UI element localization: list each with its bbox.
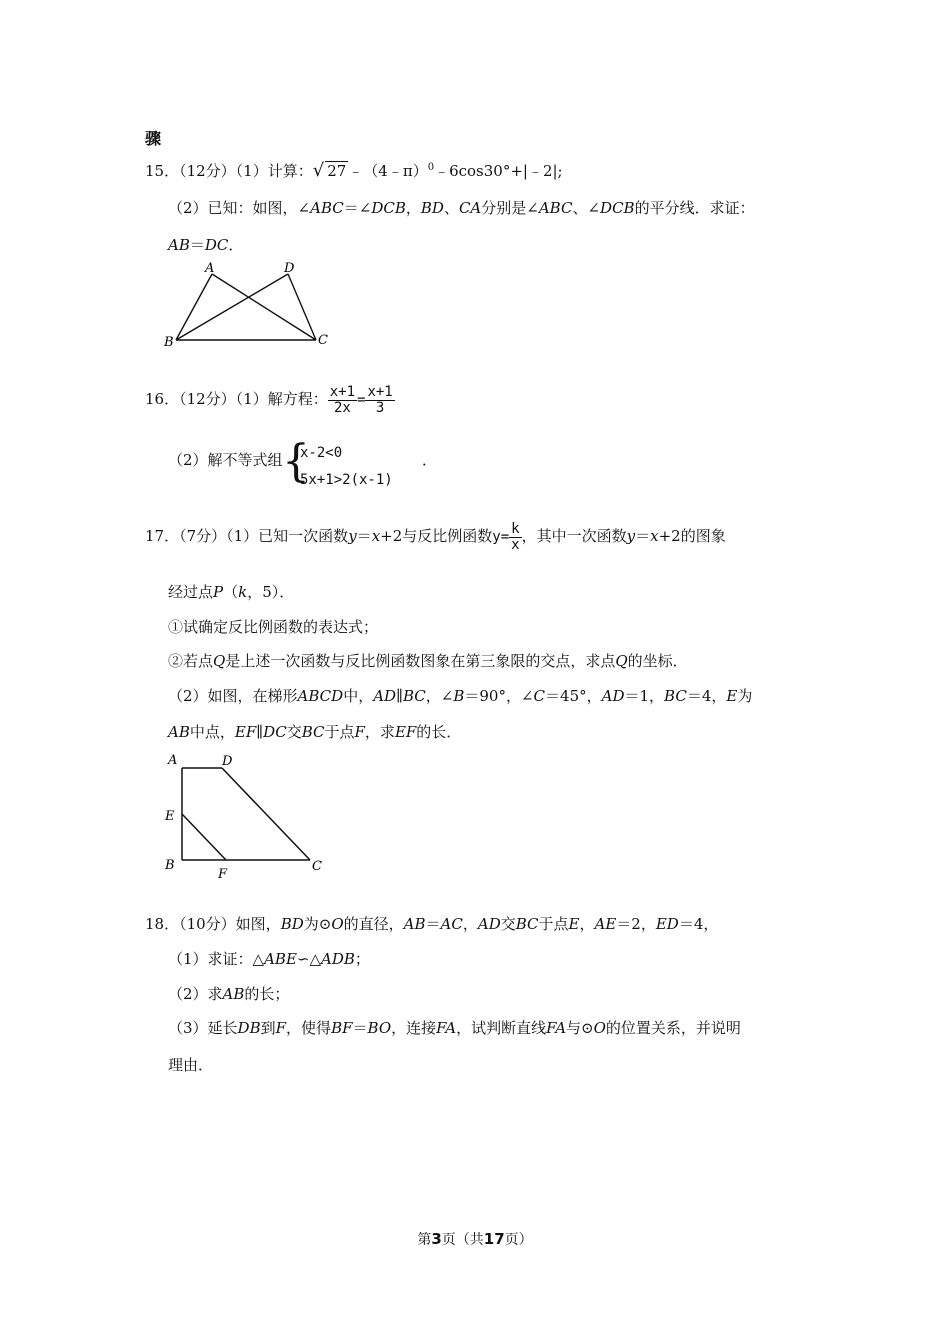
q15-line2 bbox=[168, 197, 755, 218]
t: x bbox=[371, 527, 381, 545]
header-char: 骤 bbox=[145, 129, 162, 148]
label-b: B bbox=[164, 335, 174, 350]
t: AC bbox=[440, 915, 463, 933]
t: ＝90°，∠ bbox=[464, 687, 534, 705]
t: AD bbox=[601, 687, 625, 705]
q17-label: 17．（7分）（1）已知一次函数 bbox=[145, 527, 349, 545]
t: ＝ bbox=[425, 915, 441, 933]
t: （2）如图，在梯形 bbox=[168, 687, 298, 705]
t: BC bbox=[515, 915, 539, 933]
q15-line3 bbox=[168, 234, 243, 255]
q15-label: 15．（12分）（1）计算： bbox=[145, 162, 313, 180]
t: ＝ bbox=[352, 1019, 368, 1037]
segment-dc bbox=[288, 274, 316, 340]
segment-dc bbox=[222, 768, 310, 860]
t: ②若点 bbox=[168, 652, 214, 670]
t: ＝1， bbox=[624, 687, 665, 705]
t: ，5）． bbox=[247, 583, 295, 601]
q18-sub3 bbox=[168, 1017, 741, 1038]
t: AD bbox=[373, 687, 397, 705]
label-d: D bbox=[284, 261, 295, 276]
t: ＝ bbox=[189, 236, 205, 254]
t: ABC bbox=[538, 199, 573, 217]
t: y bbox=[626, 527, 636, 545]
t: k bbox=[511, 520, 520, 537]
t: k bbox=[238, 583, 248, 601]
t: AB bbox=[168, 723, 190, 741]
t: ． bbox=[228, 236, 244, 254]
label-a: A bbox=[168, 753, 178, 768]
t: （2）已知：如图，∠ bbox=[168, 199, 311, 217]
t: AB bbox=[168, 236, 190, 254]
t: 3 bbox=[375, 399, 385, 416]
t: O bbox=[331, 915, 344, 933]
t: P bbox=[213, 583, 224, 601]
t: x bbox=[650, 527, 659, 545]
q16-line1 bbox=[145, 379, 395, 420]
q17-part2-line2 bbox=[168, 721, 461, 742]
q16-period: ． bbox=[422, 451, 438, 469]
t: ，其中一次函数 bbox=[521, 527, 627, 545]
t: ； bbox=[354, 950, 370, 968]
page-footer bbox=[0, 1229, 950, 1249]
t: 的坐标． bbox=[627, 652, 688, 670]
t: x+1 bbox=[329, 383, 356, 400]
t: DCB bbox=[600, 199, 635, 217]
t: AB bbox=[222, 985, 245, 1003]
t: ＝45°， bbox=[545, 687, 602, 705]
q17-sub1: ①试确定反比例函数的表达式； bbox=[168, 618, 379, 636]
inequality-2: 5x+1>2(x-1) bbox=[300, 472, 393, 488]
q18-line1 bbox=[145, 913, 718, 934]
segment-ef bbox=[182, 814, 226, 860]
t: O bbox=[593, 1019, 606, 1037]
t: AD bbox=[477, 915, 501, 933]
t: E bbox=[726, 687, 738, 705]
t: ， bbox=[405, 199, 421, 217]
t: BC bbox=[664, 687, 687, 705]
t: 的平分线．求证： bbox=[634, 199, 755, 217]
t: ABCD bbox=[297, 687, 344, 705]
label-e: E bbox=[165, 809, 175, 824]
t: = bbox=[357, 392, 366, 408]
sqrt-sign: √ bbox=[312, 160, 325, 181]
t: AB bbox=[403, 915, 426, 933]
t: Q bbox=[213, 652, 226, 670]
t: DB bbox=[237, 1019, 261, 1037]
inequality-1: x-2<0 bbox=[300, 445, 343, 461]
t: x+1 bbox=[367, 383, 393, 400]
q17-part2-line1 bbox=[168, 685, 752, 706]
fraction-1 bbox=[328, 385, 357, 415]
t: E bbox=[568, 915, 580, 933]
t: （1）求证：△ bbox=[168, 950, 265, 968]
sqrt-arg: 27 bbox=[327, 162, 347, 180]
q18-label: 18．（10分）如图， bbox=[145, 915, 281, 933]
t: EF bbox=[394, 723, 417, 741]
t: DC bbox=[204, 236, 229, 254]
t: ，试判断直线 bbox=[456, 1019, 547, 1037]
t: ， bbox=[579, 915, 595, 933]
label-d: D bbox=[222, 754, 233, 769]
t: FA bbox=[546, 1019, 567, 1037]
label-f: F bbox=[218, 867, 228, 882]
t: 第 bbox=[417, 1232, 432, 1248]
label-a: A bbox=[205, 261, 215, 276]
calc-rest: ﹣（4﹣π） bbox=[348, 162, 428, 180]
q16-label: 16．（12分）（1）解方程： bbox=[145, 390, 328, 408]
label-b: B bbox=[165, 858, 175, 873]
t: 为 bbox=[737, 687, 753, 705]
t: 中点， bbox=[189, 723, 235, 741]
label-c: C bbox=[318, 333, 328, 348]
t: BC bbox=[403, 687, 426, 705]
q17-sub2 bbox=[168, 650, 688, 671]
t: 交 bbox=[286, 723, 302, 741]
t: = bbox=[500, 529, 510, 545]
segment-ac bbox=[212, 274, 316, 340]
t: ∽△ bbox=[296, 950, 322, 968]
total-pages: 17 bbox=[483, 1230, 505, 1248]
t: ∥ bbox=[396, 687, 403, 705]
t: ＝4， bbox=[678, 915, 719, 933]
t: 与⊙ bbox=[566, 1019, 594, 1037]
q15-figure bbox=[160, 258, 340, 350]
t: y bbox=[492, 529, 501, 545]
t: ，使得 bbox=[286, 1019, 332, 1037]
t: （ bbox=[223, 583, 239, 601]
t: 分别是∠ bbox=[481, 199, 539, 217]
t: ＝ bbox=[635, 527, 651, 545]
t: ABE bbox=[264, 950, 297, 968]
t: FA bbox=[436, 1019, 457, 1037]
t: ， bbox=[462, 915, 478, 933]
t: ADB bbox=[321, 950, 355, 968]
t: DCB bbox=[371, 199, 406, 217]
t: AE bbox=[594, 915, 617, 933]
t: BC bbox=[301, 723, 325, 741]
t: BO bbox=[367, 1019, 392, 1037]
t: ，求 bbox=[364, 723, 395, 741]
t: 是上述一次函数与反比例函数图象在第三象限的交点，求点 bbox=[225, 652, 616, 670]
t: 、∠ bbox=[572, 199, 601, 217]
t: C bbox=[533, 687, 546, 705]
q17-line1 bbox=[145, 518, 726, 555]
page-number: 3 bbox=[431, 1230, 442, 1248]
t: x bbox=[511, 536, 520, 553]
t: 的长； bbox=[244, 985, 290, 1003]
t: B bbox=[453, 687, 465, 705]
t: ABC bbox=[310, 199, 344, 217]
t: ＝4， bbox=[686, 687, 727, 705]
q18-sub4: 理由． bbox=[168, 1056, 214, 1074]
t: 于点 bbox=[324, 723, 355, 741]
t: BF bbox=[331, 1019, 353, 1037]
q16-part2: （2）解不等式组 bbox=[168, 451, 283, 469]
t: CA bbox=[458, 199, 482, 217]
t: ED bbox=[655, 915, 679, 933]
t: （2）求 bbox=[168, 985, 223, 1003]
t: ＝∠ bbox=[343, 199, 372, 217]
t: +2的图象 bbox=[658, 527, 726, 545]
t: （3）延长 bbox=[168, 1019, 238, 1037]
t: 于点 bbox=[538, 915, 569, 933]
t: ＝2， bbox=[616, 915, 656, 933]
q17-figure bbox=[160, 748, 335, 882]
t: F bbox=[275, 1019, 287, 1037]
q17-line2 bbox=[168, 581, 294, 602]
t: 页（共 bbox=[441, 1232, 484, 1248]
fraction-2 bbox=[365, 385, 394, 415]
t: 、 bbox=[443, 199, 459, 217]
exponent-zero: 0 bbox=[427, 162, 435, 173]
t: 的位置关系，并说明 bbox=[605, 1019, 741, 1037]
t: 交 bbox=[500, 915, 516, 933]
t: ＝ bbox=[356, 527, 372, 545]
t: +2与反比例函数 bbox=[380, 527, 493, 545]
q18-sub2 bbox=[168, 983, 289, 1004]
q15-line1 bbox=[145, 160, 563, 181]
t: BD bbox=[280, 915, 304, 933]
t: ，连接 bbox=[391, 1019, 437, 1037]
t: y bbox=[348, 527, 357, 545]
t: 到 bbox=[260, 1019, 276, 1037]
segment-bd bbox=[176, 274, 288, 340]
t: 2x bbox=[333, 399, 351, 416]
q18-sub1 bbox=[168, 948, 370, 969]
brace: { bbox=[282, 436, 310, 487]
t: 页） bbox=[504, 1232, 533, 1248]
t: 中， bbox=[343, 687, 374, 705]
t: F bbox=[354, 723, 365, 741]
fraction-k-over-x bbox=[509, 522, 521, 552]
t: ，∠ bbox=[425, 687, 454, 705]
t: DC bbox=[263, 723, 287, 741]
label-c: C bbox=[312, 859, 322, 874]
t: 的长． bbox=[416, 723, 462, 741]
calc-tail: ﹣6cos30°+|﹣2|; bbox=[434, 162, 563, 180]
t: 为⊙ bbox=[303, 915, 332, 933]
t: ∥ bbox=[256, 723, 264, 741]
t: BD bbox=[420, 199, 444, 217]
t: Q bbox=[615, 652, 628, 670]
t: EF bbox=[234, 723, 257, 741]
t: 经过点 bbox=[168, 583, 214, 601]
t: 的直径， bbox=[343, 915, 404, 933]
